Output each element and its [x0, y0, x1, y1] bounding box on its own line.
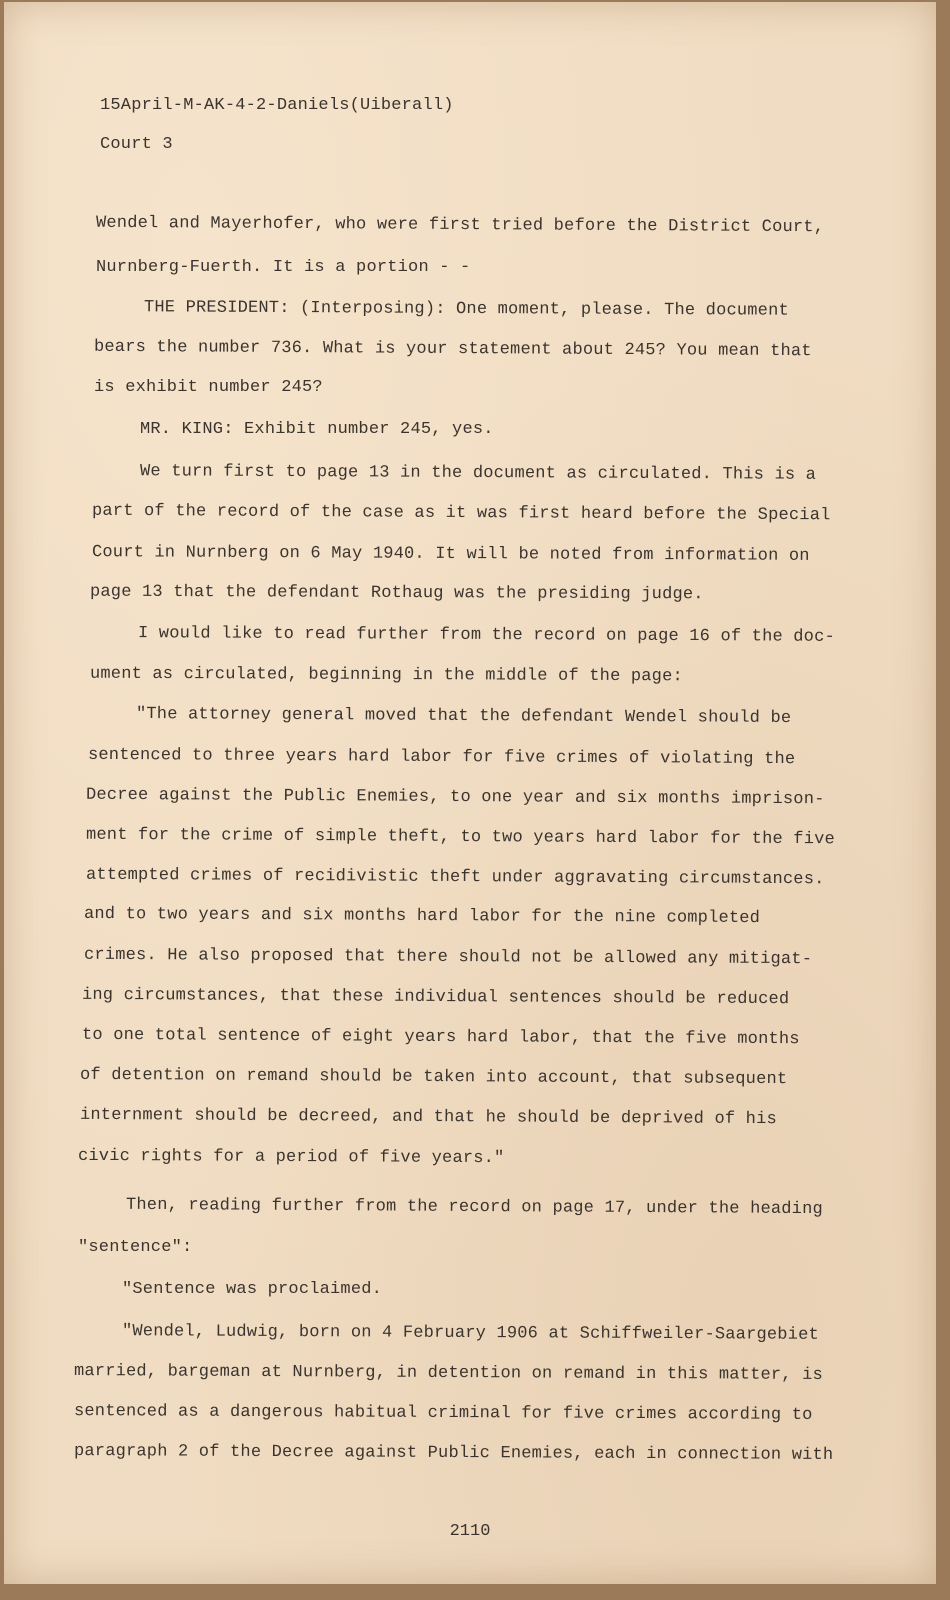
text-line: civic rights for a period of five years."	[77, 1146, 505, 1169]
text-line: attempted crimes of recidivistic theft under aggravating circumstances.	[85, 865, 825, 890]
header-reference: 15April-M-AK-4-2-Daniels(Uiberall)	[100, 96, 454, 115]
text-line: and to two years and six months hard labor for the nine completed	[83, 904, 761, 929]
text-line: "Wendel, Ludwig, born on 4 February 1906 at Schiffweiler-Saargebiet	[121, 1322, 819, 1345]
text-line: MR. KING: Exhibit number 245, yes.	[140, 420, 494, 439]
text-line: is exhibit number 245?	[94, 378, 323, 397]
text-line: "sentence":	[78, 1238, 193, 1257]
text-line: Court in Nurnberg on 6 May 1940. It will be noted from information on	[91, 543, 810, 566]
page-number: 2110	[449, 1522, 491, 1541]
text-line: sentenced to three years hard labor for five crimes of violating the	[87, 745, 796, 770]
text-line: sentenced as a dangerous habitual criminal for five crimes according to	[73, 1402, 813, 1425]
text-line: of detention on remand should be taken into account, that subsequent	[79, 1065, 788, 1090]
text-line: Nurnberg-Fuerth. It is a portion - -	[96, 258, 471, 277]
text-line: bears the number 736. What is your statement about 245? You mean that	[93, 337, 812, 362]
text-line: crimes. He also proposed that there should not be allowed any mitigat-	[83, 945, 813, 970]
text-line: ument as circulated, beginning in the middle of the page:	[89, 664, 683, 687]
text-line: "The attorney general moved that the defendant Wendel should be	[135, 704, 792, 729]
text-line: Then, reading further from the record on page 17, under the heading	[125, 1195, 823, 1220]
text-line: "Sentence was proclaimed.	[122, 1280, 383, 1299]
text-line: internment should be decreed, and that he should be deprived of his	[79, 1105, 777, 1130]
text-line: paragraph 2 of the Decree against Public Enemies, each in connection with	[73, 1442, 834, 1465]
text-line: THE PRESIDENT: (Interposing): One moment, please. The document	[143, 298, 789, 321]
text-line: Wendel and Mayerhofer, who were first tried before the District Court,	[95, 213, 825, 238]
text-line: I would like to read further from the record on page 16 of the doc-	[137, 624, 835, 647]
document-page	[4, 2, 936, 1584]
text-line: ing circumstances, that these individual sentences should be reduced	[81, 985, 790, 1010]
text-line: ment for the crime of simple theft, to two years hard labor for the five	[85, 825, 835, 850]
text-line: part of the record of the case as it was first heard before the Special	[91, 501, 831, 526]
text-line: married, bargeman at Nurnberg, in detention on remand in this matter, is	[73, 1362, 823, 1385]
text-line: Decree against the Public Enemies, to one year and six months imprison-	[85, 785, 825, 810]
header-court: Court 3	[100, 135, 173, 154]
text-line: We turn first to page 13 in the document as circulated. This is a	[139, 462, 817, 485]
text-line: page 13 that the defendant Rothaug was the presiding judge.	[89, 582, 704, 605]
text-line: to one total sentence of eight years hard labor, that the five months	[81, 1025, 800, 1050]
